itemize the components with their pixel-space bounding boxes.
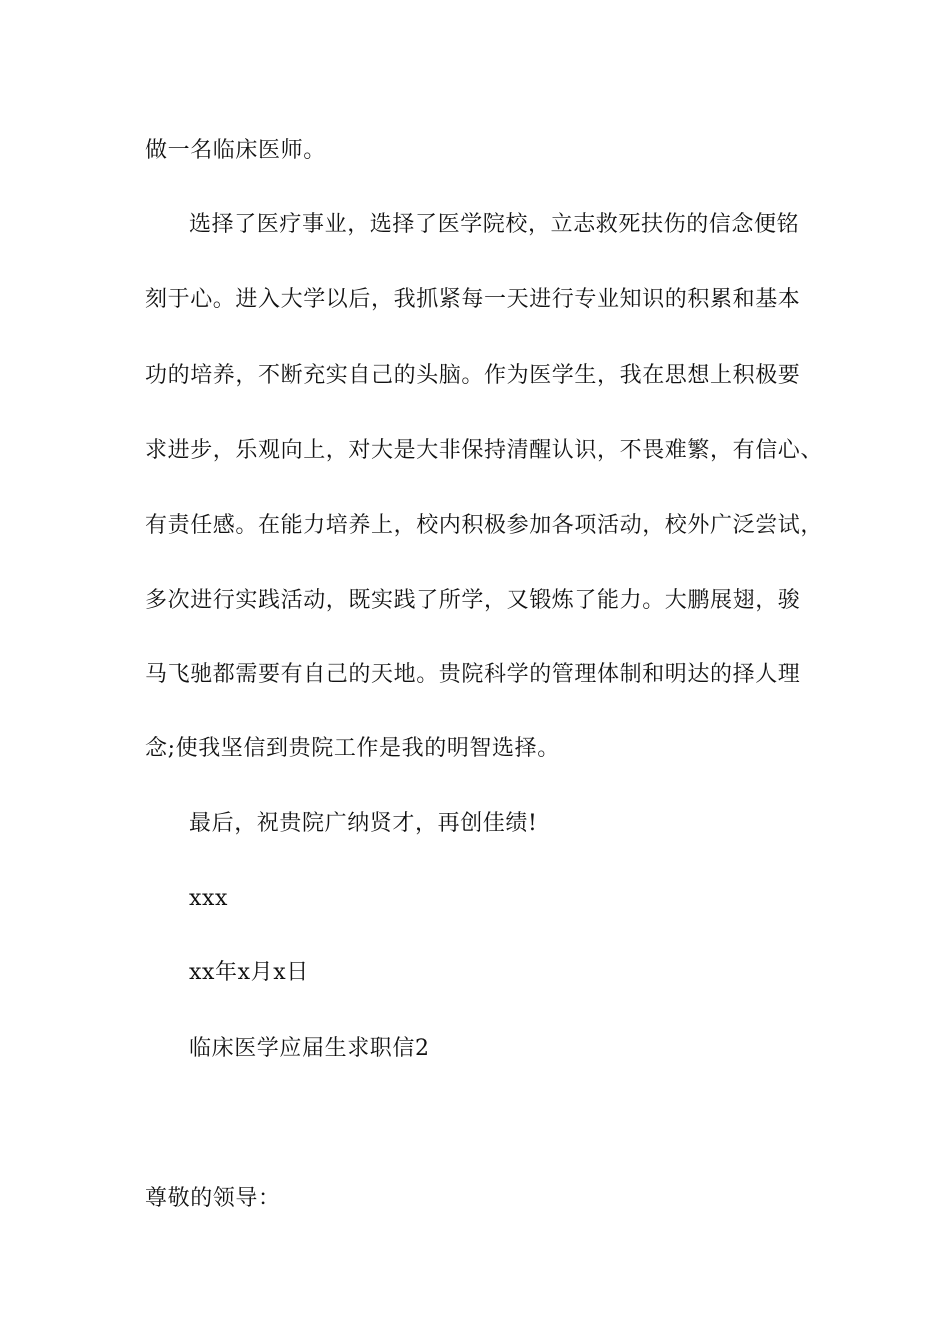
paragraph-line: 选择了医疗事业，选择了医学院校，立志救死扶伤的信念便铭 bbox=[189, 212, 800, 237]
paragraph-line: 求进步，乐观向上，对大是大非保持清醒认识，不畏难繁，有信心、 bbox=[145, 438, 824, 463]
salutation: 尊敬的领导： bbox=[145, 1186, 281, 1211]
paragraph-line: 马飞驰都需要有自己的天地。贵院科学的管理体制和明达的择人理 bbox=[145, 662, 801, 687]
signature-name: xxx bbox=[189, 886, 229, 911]
paragraph-line: 有责任感。在能力培养上，校内积极参加各项活动，校外广泛尝试， bbox=[145, 513, 824, 538]
paragraph-line: 多次进行实践活动，既实践了所学，又锻炼了能力。大鹏展翅，骏 bbox=[145, 588, 801, 613]
paragraph-line: 念;使我坚信到贵院工作是我的明智选择。 bbox=[145, 736, 560, 761]
section-title: 临床医学应届生求职信2 bbox=[189, 1036, 430, 1061]
paragraph-line: 刻于心。进入大学以后，我抓紧每一天进行专业知识的积累和基本 bbox=[145, 287, 801, 312]
paragraph-line: 做一名临床医师。 bbox=[145, 138, 326, 163]
paragraph-line: 功的培养，不断充实自己的头脑。作为医学生，我在思想上积极要 bbox=[145, 363, 801, 388]
signature-date: xx年x月x日 bbox=[189, 960, 309, 985]
closing-wish: 最后，祝贵院广纳贤才，再创佳绩! bbox=[189, 811, 538, 836]
